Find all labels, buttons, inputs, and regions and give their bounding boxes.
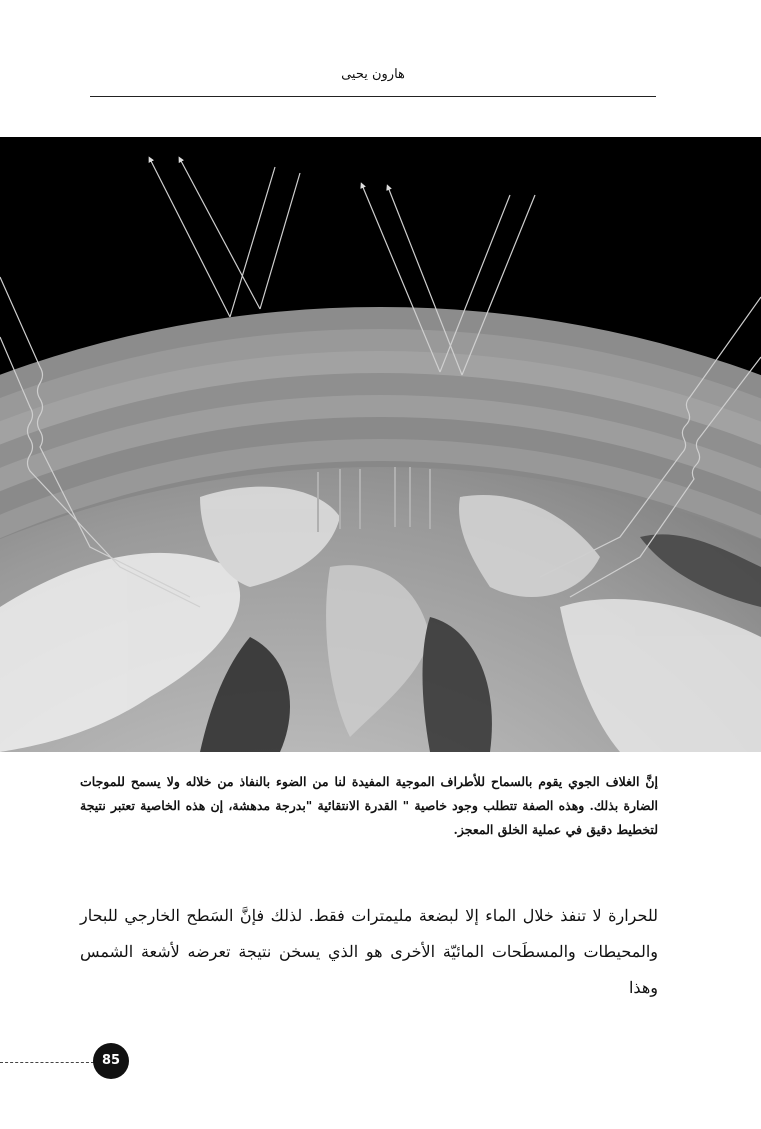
earth-surface [0, 467, 761, 752]
running-title: هارون يحيى [341, 67, 405, 82]
figure-caption: إنَّ الغلاف الجوي يقوم بالسماح للأطراف الموجية المفيدة لنا من الضوء بالنفاذ من خلاله ولا يسمح للموجات الضارة بذلك. وهذه الصفة تتطلب وجود خاصية " القدرة الانتقائية "بدرجة مدهشة، إن هذه الخاصية تعتبر نتيجة لتخطيط دقيق في عملية الخلق المعجز. [80, 774, 658, 837]
atmosphere-illustration [0, 137, 761, 752]
body-paragraph: للحرارة لا تنفذ خلال الماء إلا لبضعة مليمترات فقط. لذلك فإنَّ السَطح الخارجي للبحار والمحيطات والمسطَحات المائيّة الأخرى هو الذي يسخن نتيجة تعرضه لأشعة الشمس وهذا [80, 906, 659, 997]
page-number-badge: 85 [93, 1043, 129, 1079]
page-header [90, 62, 656, 97]
footer-divider [0, 1062, 94, 1063]
